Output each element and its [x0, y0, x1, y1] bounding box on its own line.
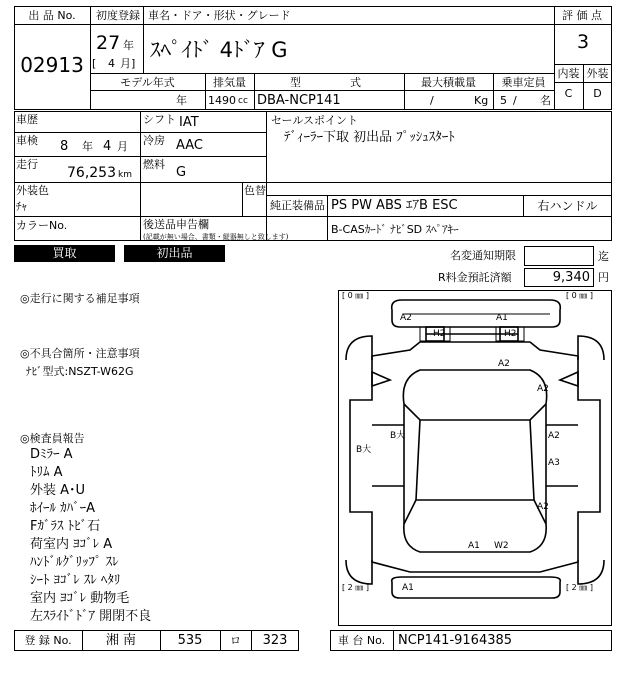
notice-unit: 迄: [598, 250, 609, 263]
reg-year-unit: 年: [123, 39, 134, 52]
tire-front-left: [ 0 ㎜ ]: [342, 291, 369, 300]
damage-mark: A2: [400, 313, 412, 323]
exterior-color: ﾁｬ: [16, 200, 27, 213]
handle: 右ハンドル: [537, 199, 598, 213]
shaken-year-unit: 年: [82, 140, 93, 153]
fuel-value: G: [176, 165, 187, 180]
fuel-label: 燃料: [143, 158, 165, 171]
tire-rear-left: [ 2 ㎜ ]: [342, 583, 369, 592]
inspector-line: ｼｰﾄ ﾖｺﾞﾚ ｽﾚ ﾍﾀﾘ: [30, 573, 121, 588]
capacity-sep: /: [513, 94, 517, 107]
capacity-label: 乗車定員: [501, 76, 546, 89]
tire-rear-right: [ 2 ㎜ ]: [566, 583, 593, 592]
exterior-label: 外装: [586, 67, 609, 80]
inspector-title: ◎検査員報告: [20, 432, 85, 445]
displacement-unit: cc: [238, 96, 248, 106]
first-listing-badge: 初出品: [124, 245, 225, 262]
inspector-line: 左ｽﾗｲﾄﾞﾄﾞｱ 開閉不良: [30, 609, 152, 624]
damage-mark: A2: [537, 502, 549, 512]
sales-point: ﾃﾞｨｰﾗｰ下取 初出品 ﾌﾟｯｼｭｽﾀｰﾄ: [284, 130, 455, 145]
exterior-grade: D: [593, 87, 602, 100]
max-load-unit: Kg: [474, 94, 489, 107]
shaken-year: 8: [60, 139, 69, 154]
defects-title: ◎不具合箇所・注意事項: [20, 347, 140, 360]
inspector-line: 外装 A･U: [30, 483, 86, 498]
interior-grade: C: [564, 87, 573, 100]
mileage-label: 走行: [16, 158, 38, 171]
max-load-slash: /: [430, 94, 434, 107]
damage-mark: W2: [494, 541, 509, 551]
reg-area: 湘 南: [105, 633, 137, 648]
capacity-unit: 名: [540, 94, 551, 107]
inspector-line: ﾄﾘﾑ A: [30, 465, 63, 480]
displacement-value: 1490: [208, 94, 236, 107]
car-name-label: 車名・ドア・形状・グレード: [148, 9, 291, 22]
inspector-line: ﾎｲｰﾙ ｶﾊﾞｰA: [30, 501, 96, 516]
reg-month-open: [: [92, 57, 97, 70]
ac-label: 冷房: [143, 134, 165, 147]
reg-kana: ロ: [230, 634, 241, 647]
first-reg-label: 初度登録: [96, 9, 140, 22]
model-value: DBA-NCP141: [257, 93, 341, 108]
ac-value: AAC: [176, 138, 203, 153]
model-year-label: モデル年式: [120, 76, 175, 89]
reg-no-label: 登 録 No.: [24, 634, 72, 647]
reg-month: 4: [108, 57, 115, 70]
damage-mark: A1: [468, 541, 480, 551]
shift-value: IAT: [179, 115, 199, 130]
buy-badge: 買取: [14, 245, 115, 262]
color-no-label: カラーNo.: [16, 219, 68, 232]
shift-label: シフト: [143, 113, 176, 126]
reg-year: 27: [96, 32, 121, 54]
shipping-label: 後送品申告欄: [143, 218, 209, 231]
model-label: 型: [290, 76, 301, 89]
inspector-line: 室内 ﾖｺﾞﾚ 動物毛: [30, 591, 130, 606]
reg-number: 323: [262, 633, 288, 648]
shaken-label: 車検: [16, 134, 38, 147]
max-load-label: 最大積載量: [421, 76, 476, 89]
defect-line-1: ﾅﾋﾞ型式:NSZT-W62G: [26, 365, 134, 378]
car-name: ｽﾍﾟｲﾄﾞ 4ﾄﾞｱ G: [150, 38, 288, 62]
color-change-label: 色替: [244, 184, 266, 197]
chassis-label: 車 台 No.: [337, 634, 386, 647]
inspector-line: 荷室内 ﾖｺﾞﾚ A: [30, 537, 113, 552]
notice-box: [524, 246, 594, 266]
interior-label: 内装: [557, 67, 580, 80]
damage-mark: A3: [548, 458, 560, 468]
displacement-label: 排気量: [213, 76, 246, 89]
inspector-line: Fｶﾞﾗｽ ﾄﾋﾞ石: [30, 519, 101, 534]
damage-mark: A2: [537, 384, 549, 394]
sales-point-label: セールスポイント: [271, 114, 359, 127]
damage-mark: A1: [402, 583, 414, 593]
lot-number: 02913: [20, 53, 84, 77]
recycle-unit: 円: [598, 271, 609, 284]
damage-mark: H2: [504, 329, 517, 339]
car-diagram: [338, 290, 612, 626]
history-label: 車歴: [16, 113, 38, 126]
inspector-line: ﾊﾝﾄﾞﾙｸﾞﾘｯﾌﾟ ｽﾚ: [30, 555, 119, 570]
damage-mark: A2: [498, 359, 510, 369]
damage-mark: H2: [433, 329, 446, 339]
tire-front-right: [ 0 ㎜ ]: [566, 291, 593, 300]
standard-equipment-label: 純正装備品: [270, 199, 325, 212]
equipment: PS PW ABS ｴｱB ESC: [331, 198, 458, 213]
reg-class: 535: [177, 633, 203, 648]
damage-mark: B大: [390, 431, 406, 441]
mileage-value: 76,253: [67, 165, 116, 181]
damage-mark: B大: [356, 445, 372, 455]
shaken-month: 4: [103, 139, 112, 154]
chassis-number: NCP141-9164385: [398, 633, 513, 648]
model-year-unit: 年: [176, 94, 187, 107]
mileage-unit: km: [118, 170, 132, 180]
reg-month-unit: 月]: [120, 57, 136, 70]
exterior-color-label: 外装色: [16, 184, 49, 197]
shipping-note: (記載が無い場合、書類・縦器無しと致します): [143, 233, 289, 241]
capacity-value: 5: [500, 94, 507, 107]
damage-mark: A2: [548, 431, 560, 441]
notice-label: 名変通知期限: [450, 249, 516, 262]
driving-notes-title: ◎走行に関する補足事項: [20, 292, 140, 305]
recycle-label: R料金預託済額: [438, 271, 512, 284]
grade-label: 評 価 点: [562, 9, 602, 22]
recycle-amount: 9,340: [552, 270, 590, 285]
model-label-2: 式: [350, 76, 361, 89]
damage-mark: A1: [496, 313, 508, 323]
shaken-month-unit: 月: [117, 140, 128, 153]
inspector-line: Dﾐﾗｰ A: [30, 447, 73, 462]
shipping-items: B-CASｶｰﾄﾞ ﾅﾋﾞSD ｽﾍﾟｱｷｰ: [331, 223, 459, 236]
grade-value: 3: [576, 31, 590, 53]
lot-label: 出 品 No.: [28, 9, 76, 22]
